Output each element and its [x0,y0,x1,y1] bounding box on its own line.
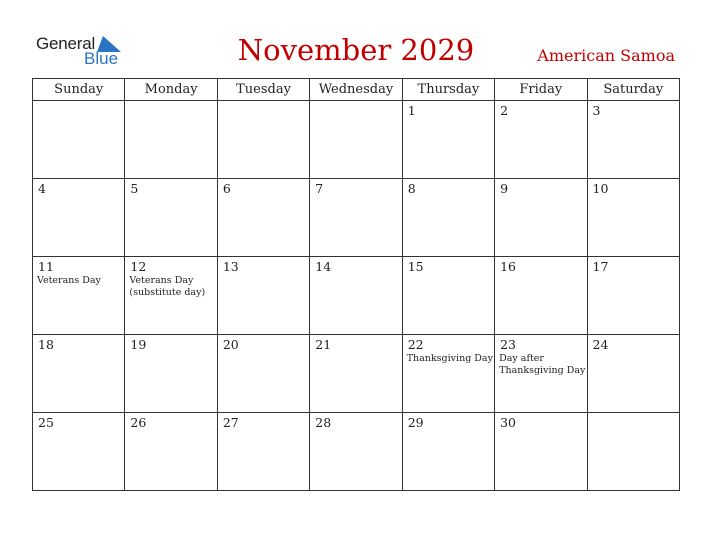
day-cell [402,257,494,335]
day-number: 24 [592,337,609,352]
day-cell [310,413,402,491]
day-number [125,101,216,103]
page-title: November 2029 [237,33,475,67]
weekday-header: Thursday [402,79,494,101]
day-cell [33,179,125,257]
day-number: 26 [130,415,147,430]
day-cell [495,179,587,257]
day-number: 4 [38,181,46,196]
day-number: 25 [38,415,54,430]
day-cell [587,179,679,257]
day-cell [495,257,587,335]
day-cell [587,413,679,491]
day-number: 5 [130,181,139,196]
weekday-header: Friday [495,79,587,101]
day-number: 19 [130,337,147,352]
holiday-label: Veterans Day (substitute day) [129,275,206,298]
day-cell [495,101,587,179]
week-row [33,413,680,491]
day-number: 17 [592,259,609,274]
day-cell [310,101,402,179]
weekday-header: Saturday [587,79,679,101]
day-cell [310,257,402,335]
day-cell [495,335,587,413]
logo-text-blue: Blue [84,49,119,68]
holiday-label: Veterans Day [37,275,101,286]
day-number: 11 [38,259,54,274]
day-number: 6 [222,181,231,196]
day-number: 15 [407,259,424,274]
day-cell [402,179,494,257]
day-cell [33,335,125,413]
holiday-label: Day after Thanksgiving Day [499,353,586,376]
week-row [33,179,680,257]
day-cell [587,257,679,335]
day-number: 10 [592,181,609,196]
logo-text-general: General [36,34,96,53]
day-number: 27 [222,415,239,430]
day-number: 18 [38,337,54,352]
day-number: 1 [407,103,416,118]
week-row [33,257,680,335]
day-number [588,413,679,415]
day-number: 28 [315,415,332,430]
day-cell [125,335,217,413]
day-cell [33,257,125,335]
day-cell [310,179,402,257]
day-cell [217,179,309,257]
day-cell [33,413,125,491]
day-number [218,101,309,103]
week-row [33,101,680,179]
day-number: 2 [500,103,509,118]
week-row [33,335,680,413]
day-number: 3 [592,103,601,118]
day-cell [217,335,309,413]
day-number: 9 [500,181,509,196]
day-number: 13 [222,259,239,274]
weekday-header: Sunday [33,79,125,101]
day-cell [587,101,679,179]
holiday-label: Thanksgiving Day [406,353,493,364]
region-label: American Samoa [537,46,675,65]
day-cell [33,101,125,179]
day-number: 20 [222,337,239,352]
day-cell [587,335,679,413]
weekday-header-row [33,79,680,101]
day-number: 14 [315,259,332,274]
day-number: 16 [500,259,517,274]
day-cell [402,335,494,413]
day-number: 12 [130,259,147,274]
day-cell [402,101,494,179]
day-number: 22 [407,337,424,352]
day-cell [402,413,494,491]
day-cell [125,179,217,257]
day-cell [217,257,309,335]
day-number: 7 [315,181,324,196]
day-number: 29 [407,415,424,430]
day-number [310,101,401,103]
day-cell [125,101,217,179]
day-cell [310,335,402,413]
weekday-header: Wednesday [310,79,402,101]
day-number: 23 [500,337,517,352]
day-cell [495,413,587,491]
day-number: 8 [407,181,416,196]
day-cell [125,257,217,335]
day-cell [217,413,309,491]
weekday-header: Monday [125,79,217,101]
weekday-header: Tuesday [217,79,309,101]
day-cell [217,101,309,179]
day-number [33,101,124,103]
day-number: 21 [315,337,332,352]
calendar-grid [32,78,680,491]
day-cell [125,413,217,491]
day-number: 30 [500,415,517,430]
